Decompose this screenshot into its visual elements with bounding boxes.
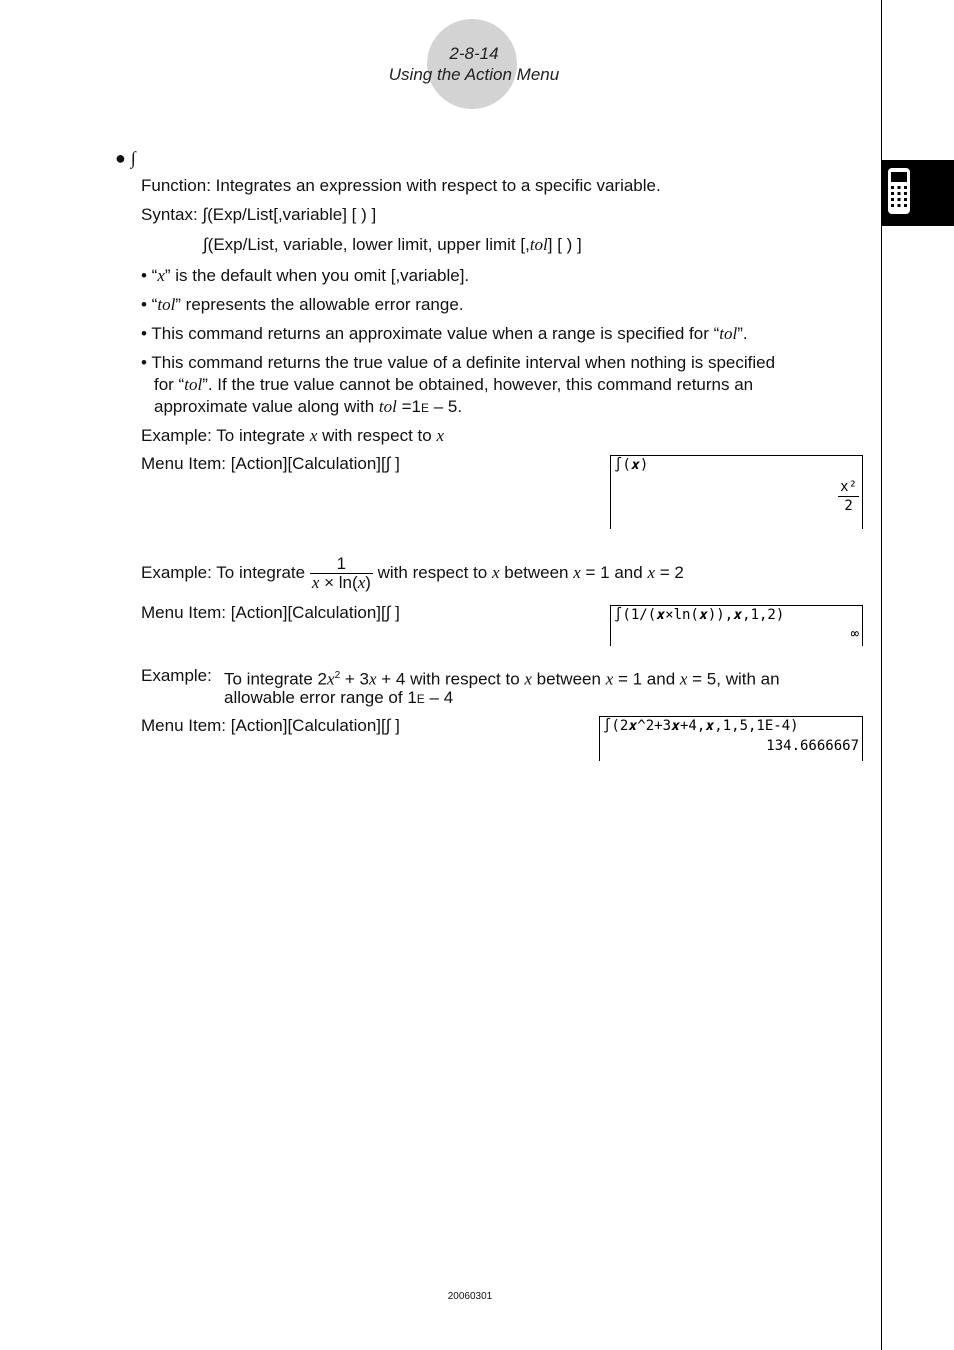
example-text: + 3 xyxy=(340,669,369,689)
example-text: = 5, with an xyxy=(687,669,780,689)
syntax-label: Syntax: xyxy=(141,205,198,224)
example-text: = 1 and xyxy=(613,669,680,689)
example-text: + 4 with respect to xyxy=(376,669,525,689)
exponent-e: E xyxy=(416,692,425,706)
variable-x: x xyxy=(157,266,165,285)
tol-term: tol xyxy=(719,324,738,343)
example-text: with respect to xyxy=(317,426,437,445)
variable-x: x xyxy=(327,669,335,689)
tol-term: tol xyxy=(157,295,176,314)
variable-x: x xyxy=(436,426,444,445)
section-title: Using the Action Menu xyxy=(388,65,560,84)
screen-input: ∫(1/(𝒙×ln(𝒙)),𝒙,1,2) xyxy=(614,607,785,623)
example-text: Example: To integrate xyxy=(141,426,310,445)
note-4-line-3 xyxy=(154,397,462,418)
page-number: 2-8-14 xyxy=(449,44,499,63)
example-3-line-1 xyxy=(224,666,780,690)
tol-term: tol xyxy=(378,397,397,416)
denominator-text: ) xyxy=(365,573,371,593)
example-3-label: Example: xyxy=(141,666,212,685)
example-1-menu-item: Menu Item: [Action][Calculation][∫ ] xyxy=(141,454,400,473)
screen-input: ∫(𝒙) xyxy=(614,457,649,473)
note-1 xyxy=(141,266,469,286)
example-2-text xyxy=(141,550,684,596)
fraction xyxy=(310,555,373,592)
fraction-numerator: 1 xyxy=(310,555,373,574)
screen-output: 134.6666667 xyxy=(766,738,859,754)
example-text: allowable error range of 1 xyxy=(224,688,417,707)
variable-x: x xyxy=(491,563,500,582)
output-numerator: x² xyxy=(840,479,857,495)
note-4-line-2 xyxy=(154,375,753,395)
entry-heading xyxy=(115,148,136,168)
example-text: with respect to xyxy=(372,563,492,582)
header-circle-decoration xyxy=(427,19,517,109)
syntax-line-2 xyxy=(203,235,582,255)
syntax-line-1 xyxy=(141,205,376,225)
chapter-tab xyxy=(882,160,954,226)
note-3 xyxy=(141,324,748,344)
screen-output xyxy=(838,478,859,515)
function-description: Function: Integrates an expression with respect to a specific variable. xyxy=(141,176,661,195)
syntax-form-2: ∫(Exp/List, variable, lower limit, upper limit [, xyxy=(203,235,530,254)
denominator-text: × ln( xyxy=(319,573,358,593)
note-2 xyxy=(141,295,464,315)
variable-x: x xyxy=(311,573,320,593)
variable-x: x xyxy=(309,426,318,445)
example-text: between xyxy=(499,563,574,582)
note-text: ”. xyxy=(737,324,748,343)
variable-x: x xyxy=(647,563,655,582)
example-3-menu-item: Menu Item: [Action][Calculation][∫ ] xyxy=(141,716,400,735)
example-text: To integrate 2 xyxy=(224,669,328,689)
example-text: between xyxy=(531,669,606,689)
note-text: approximate value along with xyxy=(154,397,379,416)
exponent: 2 xyxy=(334,670,341,681)
note-text: ” represents the allowable error range. xyxy=(175,295,464,314)
screen-input: ∫(2𝒙^2+3𝒙+4,𝒙,1,5,1E-4) xyxy=(603,718,799,734)
example-text: = 2 xyxy=(654,563,684,582)
syntax-form-1: ∫(Exp/List[,variable] [ ) ] xyxy=(202,205,377,224)
screen-output: ∞ xyxy=(850,626,859,642)
note-text: • “ xyxy=(141,266,158,285)
example-1-text xyxy=(141,426,444,446)
note-text: ” is the default when you omit [,variable]. xyxy=(164,266,470,285)
note-text: =1 xyxy=(396,397,421,416)
example-text: = 1 and xyxy=(580,563,648,582)
example-2-calculator-screen xyxy=(610,605,863,646)
variable-x: x xyxy=(573,563,581,582)
example-text: – 4 xyxy=(424,688,454,707)
note-text: • “ xyxy=(141,295,158,314)
note-text: – 5. xyxy=(429,397,463,416)
note-text: ”. If the true value cannot be obtained, however, this command returns an xyxy=(202,375,754,394)
note-text: • This command returns an approximate value when a range is specified for “ xyxy=(141,324,720,343)
variable-x: x xyxy=(357,573,366,593)
example-2-menu-item: Menu Item: [Action][Calculation][∫ ] xyxy=(141,603,400,622)
example-3-line-2 xyxy=(224,688,453,709)
footer-code: 20060301 xyxy=(447,1291,493,1302)
bullet: ● xyxy=(115,148,126,168)
note-text: for “ xyxy=(154,375,185,394)
variable-x: x xyxy=(524,669,532,689)
variable-x: x xyxy=(679,669,688,689)
example-1-calculator-screen xyxy=(610,455,863,529)
syntax-form-2-end: ] [ ) ] xyxy=(547,235,582,254)
variable-x: x xyxy=(368,669,377,689)
exponent-e: E xyxy=(420,401,429,415)
calculator-icon xyxy=(882,160,954,226)
tol-term: tol xyxy=(184,375,203,394)
example-3-calculator-screen xyxy=(599,716,863,761)
tol-term: tol xyxy=(529,235,548,254)
output-denominator: 2 xyxy=(844,498,853,514)
fraction-denominator xyxy=(310,574,373,592)
note-4-line-1: • This command returns the true value of a definite interval when nothing is specified xyxy=(141,353,776,372)
example-text: Example: To integrate xyxy=(141,563,306,582)
integral-symbol: ∫ xyxy=(130,148,136,168)
variable-x: x xyxy=(605,669,614,689)
